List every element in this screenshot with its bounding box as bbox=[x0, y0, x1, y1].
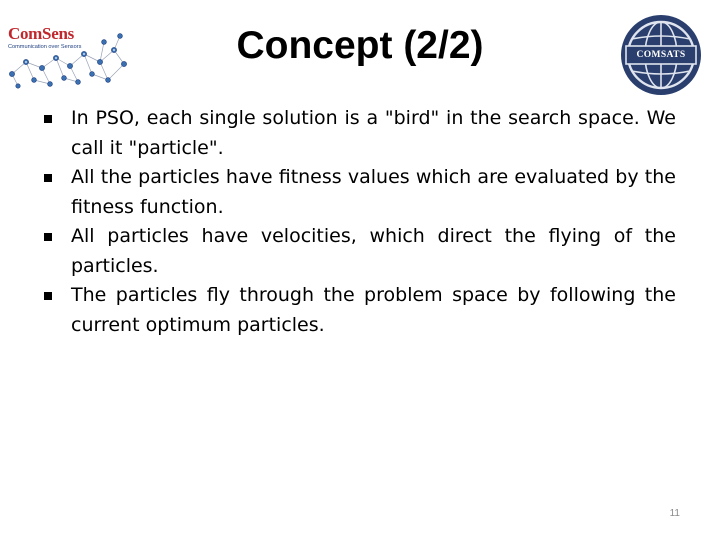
bullet-item bbox=[44, 222, 676, 281]
square-bullet-icon bbox=[44, 292, 52, 300]
slide-title: Concept (2/2) bbox=[236, 24, 484, 67]
bullet-text: All particles have velocities, which direct the flying of the particles. bbox=[71, 225, 676, 277]
bullet-text: All the particles have fitness values which are evaluated by the fitness function. bbox=[71, 166, 676, 218]
page-number: 11 bbox=[669, 508, 680, 519]
bullet-text: In PSO, each single solution is a "bird" in the search space. We call it "particle". bbox=[71, 107, 676, 159]
square-bullet-icon bbox=[44, 233, 52, 241]
comsens-tagline: Communication over Sensors bbox=[8, 44, 82, 50]
bullet-item bbox=[44, 104, 676, 163]
comsats-logo-text: COMSATS bbox=[636, 50, 686, 60]
bullet-text: The particles fly through the problem space by following the current optimum particles. bbox=[71, 284, 676, 336]
comsens-logo-icon bbox=[4, 22, 132, 92]
comsens-wordmark: ComSens bbox=[8, 24, 74, 43]
comsats-logo-icon bbox=[620, 14, 702, 96]
bullet-list bbox=[44, 104, 676, 340]
bullet-item bbox=[44, 163, 676, 222]
bullet-item bbox=[44, 281, 676, 340]
square-bullet-icon bbox=[44, 174, 52, 182]
square-bullet-icon bbox=[44, 115, 52, 123]
